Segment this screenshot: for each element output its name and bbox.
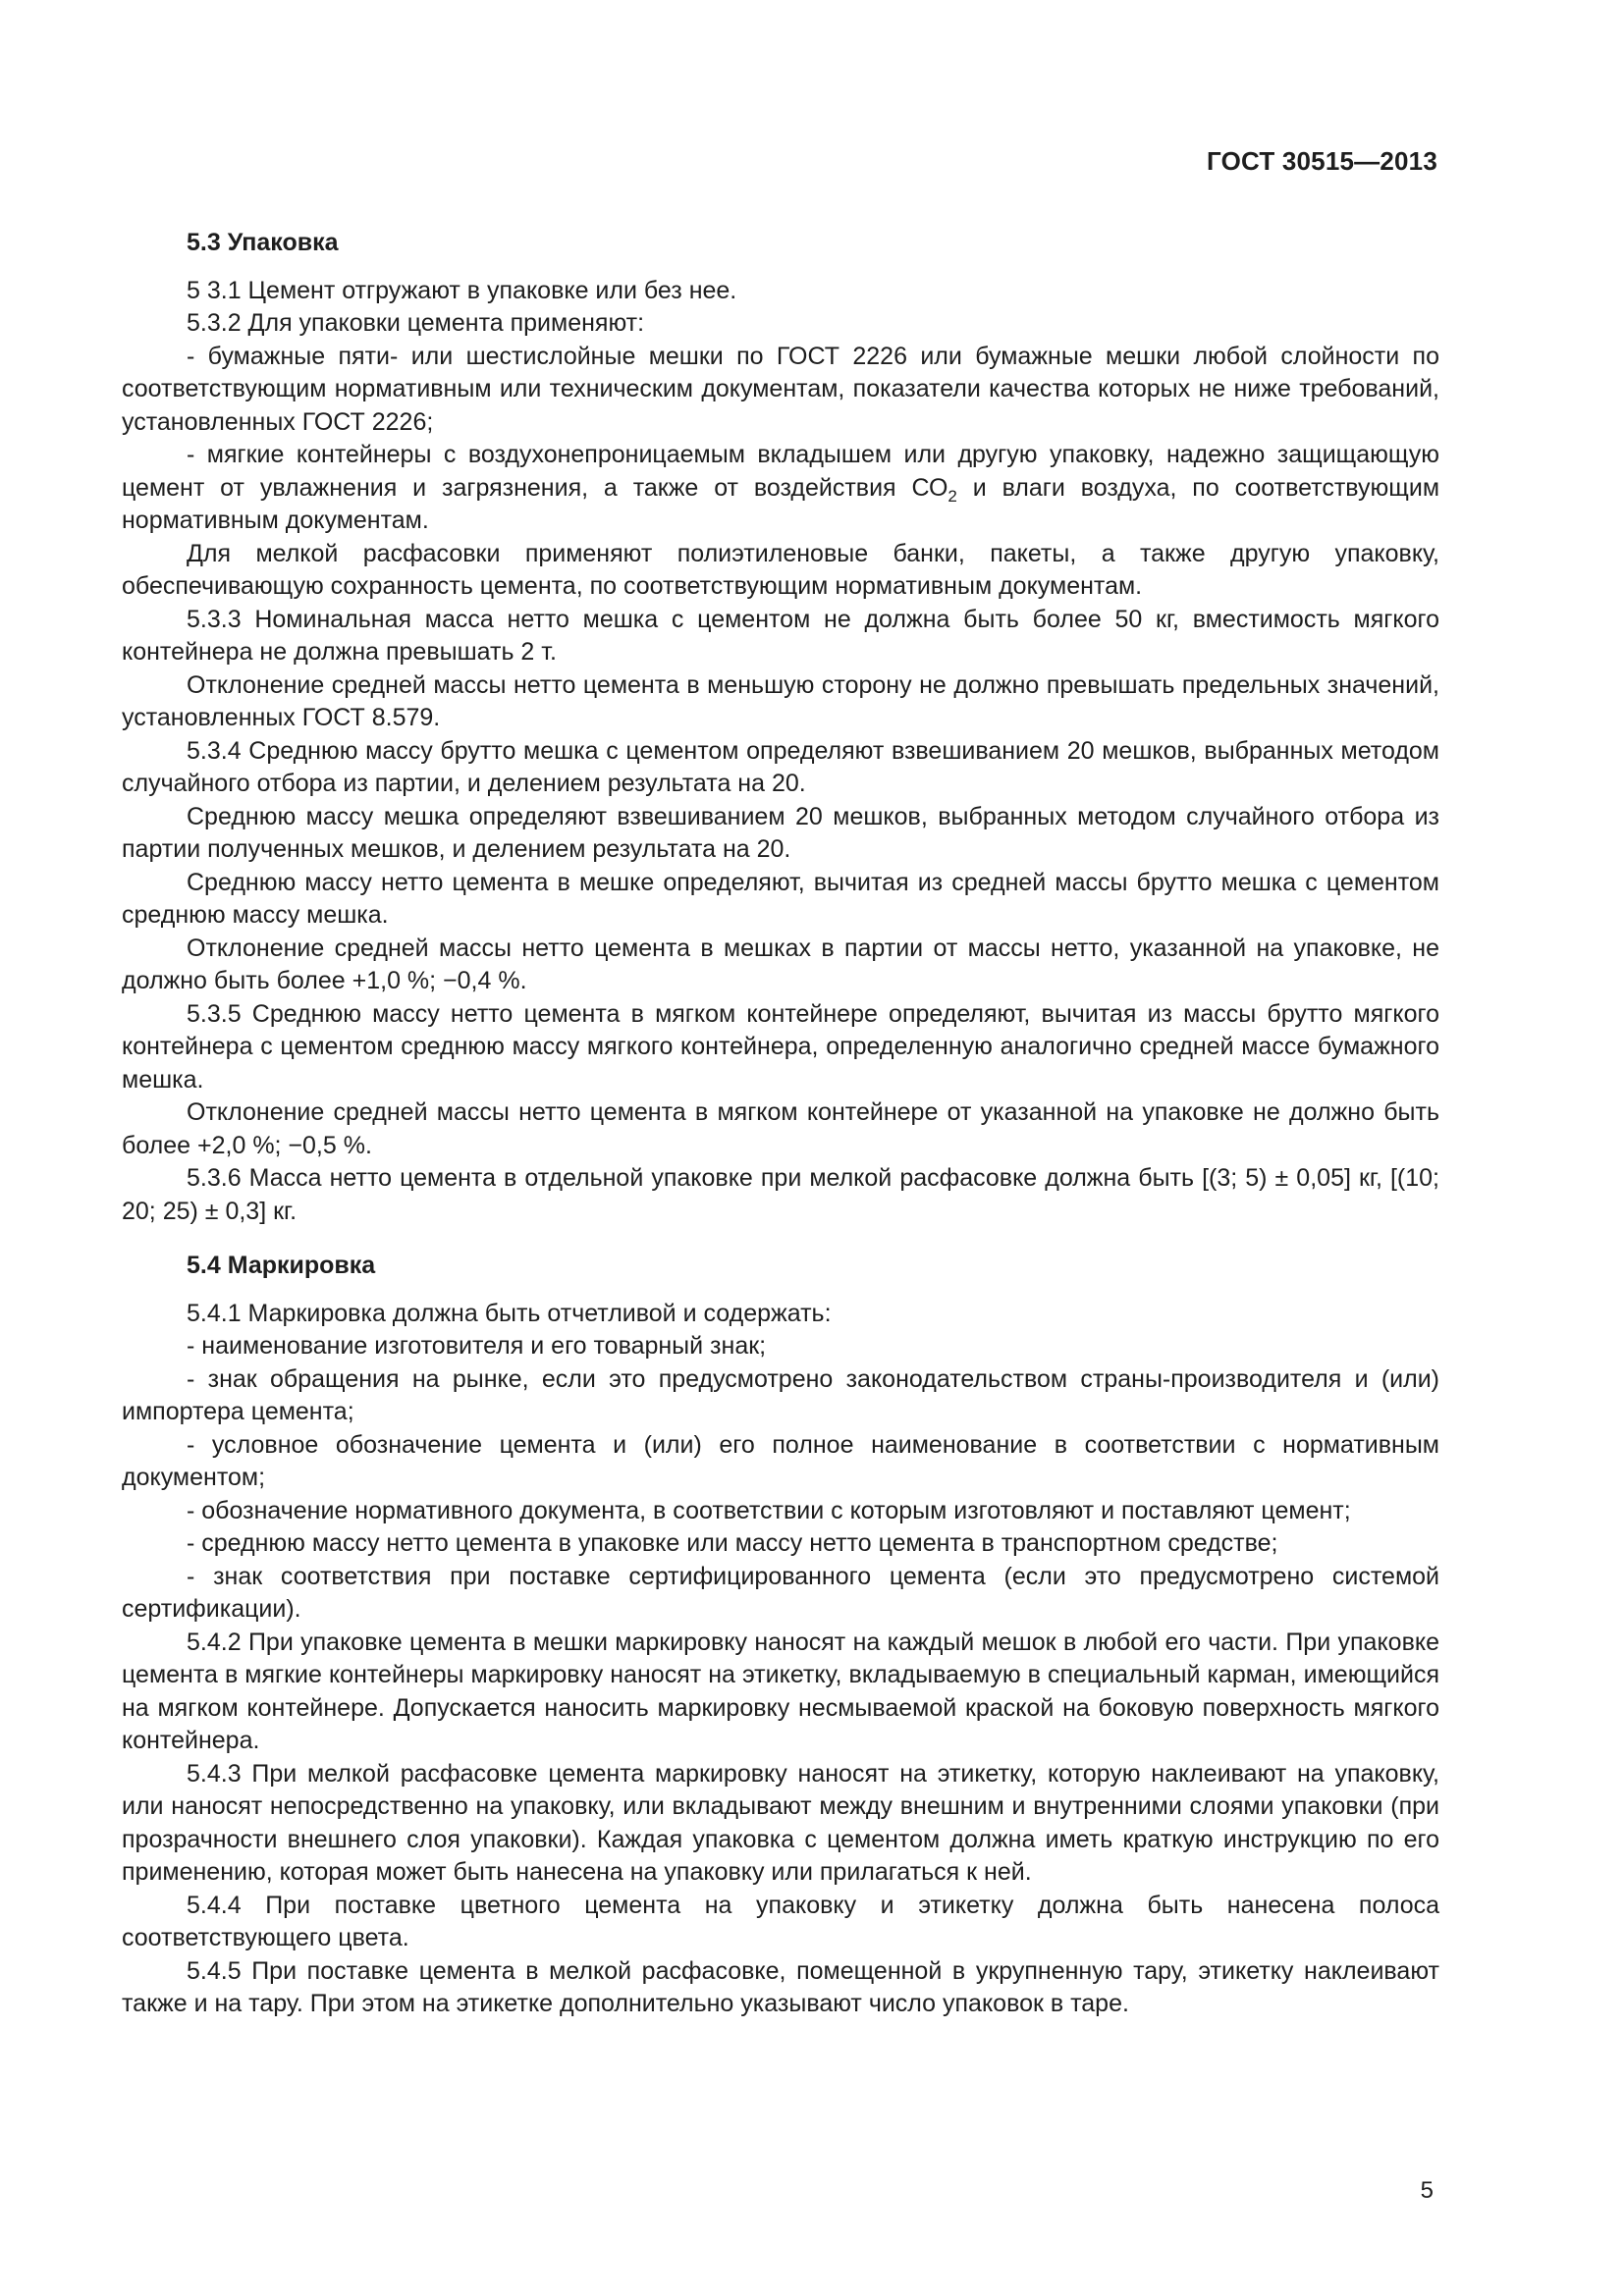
paragraph: 5.3.4 Среднюю массу брутто мешка с цементом определяют взвешиванием 20 мешков, выбранных методом случайного отбора из партии, и делением результата на 20. — [122, 736, 1439, 797]
paragraph: Отклонение средней массы нетто цемента в мешках в партии от массы нетто, указанной на упаковке, не должно быть более +1,0 %; −0,4 %. — [122, 934, 1439, 994]
paragraph: 5.4.2 При упаковке цемента в мешки маркировку наносят на каждый мешок в любой его части. При упаковке цемента в мягкие контейнеры маркировку наносят на этикетку, вкладываемую в специальный карман, имеющийся на мягком контейнере. Допускается наносить маркировку несмываемой краской на боковую поверхность мягкого контейнера. — [122, 1628, 1439, 1754]
paragraph: 5.3.5 Среднюю массу нетто цемента в мягком контейнере определяют, вычитая из массы брутто мягкого контейнера с цементом среднюю массу мягкого контейнера, определенную аналогично средней массе бумажного мешка. — [122, 999, 1439, 1094]
paragraph: - знак соответствия при поставке сертифицированного цемента (если это предусмотрено системой сертификации). — [122, 1562, 1439, 1623]
section-title: 5.3 Упаковка — [187, 229, 339, 256]
paragraph: 5.3.3 Номинальная масса нетто мешка с цементом не должна быть более 50 кг, вместимость мягкого контейнера не должна превышать 2 т. — [122, 605, 1439, 666]
page-number: 5 — [1420, 2177, 1434, 2204]
section-5-3-packaging — [122, 227, 1439, 1228]
paragraph: 5 3.1 Цемент отгружают в упаковке или без нее. — [187, 276, 737, 304]
paragraph: Среднюю массу мешка определяют взвешиванием 20 мешков, выбранных методом случайного отбора из партии полученных мешков, и делением результата на 20. — [122, 802, 1439, 863]
paragraph: Среднюю массу нетто цемента в мешке определяют, вычитая из средней массы брутто мешка с цементом среднюю массу мешка. — [122, 868, 1439, 929]
paragraph: - обозначение нормативного документа, в соответствии с которым изготовляют и поставляют цемент; — [187, 1496, 1351, 1524]
paragraph-text: - мягкие контейнеры с воздухонепроницаемым вкладышем или другую упаковку, надежно защищающую цемент от увлажнения и загрязнения, а также от воздействия СО — [122, 441, 1439, 502]
paragraph: - наименование изготовителя и его товарный знак; — [187, 1332, 767, 1360]
section-title: 5.4 Маркировка — [187, 1252, 376, 1279]
paragraph-with-subscript — [122, 439, 1439, 538]
paragraph: 5.4.5 При поставке цемента в мелкой расфасовке, помещенной в укрупненную тару, этикетку наклеивают также и на тару. При этом на этикетке дополнительно указывают число упаковок в таре. — [122, 1956, 1439, 2017]
paragraph: Отклонение средней массы нетто цемента в мягком контейнере от указанной на упаковке не должно быть более +2,0 %; −0,5 %. — [122, 1098, 1439, 1159]
subscript: 2 — [947, 486, 957, 506]
paragraph: 5.3.2 Для упаковки цемента применяют: — [187, 309, 645, 337]
document-code: ГОСТ 30515—2013 — [1207, 146, 1437, 176]
paragraph: 5.4.1 Маркировка должна быть отчетливой и содержать: — [187, 1299, 832, 1327]
paragraph: - условное обозначение цемента и (или) его полное наименование в соответствии с нормативным документом; — [122, 1430, 1439, 1491]
paragraph: Для мелкой расфасовки применяют полиэтиленовые банки, пакеты, а также другую упаковку, обеспечивающую сохранность цемента, по соответствующим нормативным документам. — [122, 539, 1439, 600]
paragraph-text: и влаги воздуха, по соответствующим нормативным документам. — [122, 473, 1440, 534]
document-body — [122, 227, 1439, 2021]
paragraph: 5.4.3 При мелкой расфасовке цемента маркировку наносят на этикетку, которую наклеивают на упаковку, или наносят непосредственно на упаковку, или вкладывают между внешним и внутренними слоями упаковки (при прозрачности внешнего слоя упаковки). Каждая упаковка с цементом должна иметь краткую инструкцию по его применению, которая может быть нанесена на упаковку или прилагаться к ней. — [122, 1759, 1439, 1886]
section-5-4-marking — [122, 1250, 1439, 2021]
paragraph: - среднюю массу нетто цемента в упаковке или массу нетто цемента в транспортном средстве; — [187, 1529, 1278, 1557]
paragraph: 5.3.6 Масса нетто цемента в отдельной упаковке при мелкой расфасовке должна быть [(3; 5) ± 0,05] кг, [(10; 20; 25) ± 0,3] кг. — [122, 1164, 1439, 1225]
paragraph: - бумажные пяти- или шестислойные мешки по ГОСТ 2226 или бумажные мешки любой слойности по соответствующим нормативным или техническим документам, показатели качества которых не ниже требований, установленных ГОСТ 2226; — [122, 342, 1439, 436]
paragraph: Отклонение средней массы нетто цемента в меньшую сторону не должно превышать предельных значений, установленных ГОСТ 8.579. — [122, 670, 1439, 731]
paragraph: 5.4.4 При поставке цветного цемента на упаковку и этикетку должна быть нанесена полоса соответствующего цвета. — [122, 1891, 1439, 1951]
paragraph: - знак обращения на рынке, если это предусмотрено законодательством страны-производителя и (или) импортера цемента; — [122, 1364, 1439, 1425]
